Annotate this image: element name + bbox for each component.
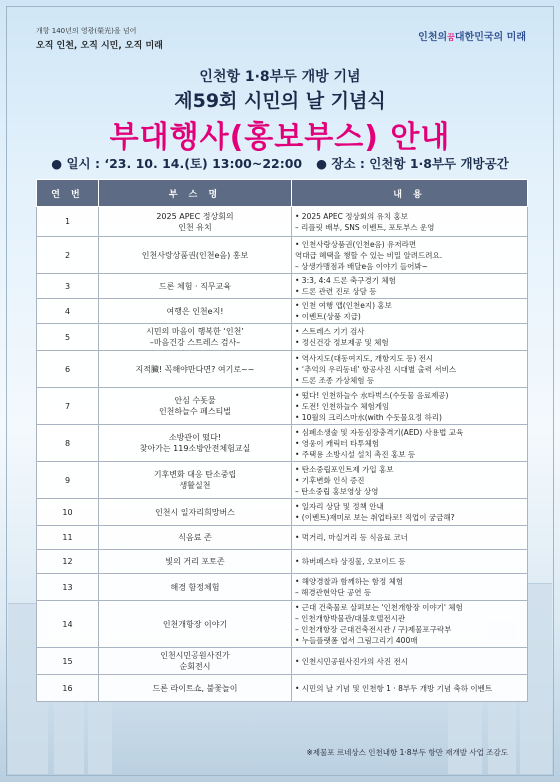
- row-number: 9: [37, 462, 99, 499]
- tagline-small: 개항 140년의 영광(榮光)을 넘어: [36, 27, 137, 35]
- booth-content: [292, 351, 528, 388]
- booth-name-line: 식음료 존: [178, 533, 212, 542]
- booth-name-line: 지적臟! 꼭해야만다면? 여기로~~: [135, 364, 255, 374]
- row-number: 15: [37, 648, 99, 675]
- booth-name-line: 소방관이 떴다!: [168, 433, 222, 442]
- row-number: 12: [37, 550, 99, 574]
- logo-suffix: 대한민국의 미래: [454, 32, 526, 43]
- content-line: • 먹거리, 마실거리 등 식음료 코너: [295, 533, 408, 542]
- content-line: • 이벤트(상품 지급): [295, 312, 361, 321]
- booth-name: [99, 550, 292, 574]
- content-line: – 탄소중립 홍보영상 상영: [295, 486, 379, 496]
- table-row: [37, 462, 528, 499]
- table-row: [37, 675, 528, 702]
- booth-name-line: 인천 유치: [178, 222, 212, 232]
- table-row: [37, 324, 528, 351]
- booth-content: [292, 207, 528, 237]
- booth-content: [292, 526, 528, 550]
- booth-content: [292, 237, 528, 274]
- booth-name: [99, 388, 292, 425]
- content-line: • 10월의 크리스마水(with 수돗물요정 하리): [295, 412, 442, 422]
- content-line: • 시민의 날 기념 및 인천항 1 · 8부두 개방 기념 축하 이벤트: [295, 683, 493, 693]
- booth-content: [292, 388, 528, 425]
- content-line: • 떴다! 인천하늘수 水타벅스(수돗물 음료제공): [295, 390, 449, 400]
- booth-name: [99, 675, 292, 702]
- content-line: • 누들플랫폼 엽서 그림그리기 400매: [295, 636, 418, 645]
- event-place: ● 장소 : 인천항 1·8부두 개방공간: [316, 156, 509, 171]
- row-number: 8: [37, 425, 99, 462]
- booth-name: [99, 601, 292, 648]
- page-title: 부대행사(홍보부스) 안내: [109, 120, 451, 155]
- row-number: 6: [37, 351, 99, 388]
- row-number: 16: [37, 675, 99, 702]
- booth-content: [292, 499, 528, 526]
- table-header-row: [37, 180, 528, 207]
- content-line: – 리플릿 배부, SNS 이벤트, 포토부스 운영: [295, 222, 435, 232]
- event-info: [0, 154, 560, 172]
- booth-name: [99, 274, 292, 299]
- booth-name: [99, 351, 292, 388]
- booth-content: [292, 550, 528, 574]
- content-line: • 도전! 인천하늘수 체험게임: [295, 401, 390, 411]
- booth-content: [292, 675, 528, 702]
- booth-name: [99, 237, 292, 274]
- row-number: 11: [37, 526, 99, 550]
- table-row: [37, 574, 528, 601]
- booth-name-line: 인천사랑상품권(인천e음) 홍보: [141, 250, 249, 260]
- content-line: – 인천개항박물관/대불호텔전시관: [295, 614, 406, 623]
- tagline-big: 오직 인천, 오직 시민, 오직 미래: [36, 41, 163, 51]
- booth-name-line: –마음건강 스트레스 검사–: [149, 338, 241, 347]
- header-no: 연 번: [37, 180, 99, 207]
- content-line: • 인천사랑상품권(인천e음) 유저라면: [295, 239, 417, 249]
- header-booth: 부 스 명: [99, 180, 292, 207]
- content-line: • 인천 여행 앱(인천e지) 홍보: [295, 301, 392, 310]
- logo-prefix: 인천의: [418, 32, 448, 43]
- content-line: • 역사지도(대동여지도, 개항지도 등) 전시: [295, 353, 434, 363]
- program-table: [36, 179, 528, 702]
- content-line: • 하버페스타 상징물, 오보이드 등: [295, 557, 406, 566]
- row-number: 3: [37, 274, 99, 299]
- booth-name-line: 드론 라이트쇼, 불꽃놀이: [152, 683, 238, 693]
- row-number: 1: [37, 207, 99, 237]
- content-line: • (이벤트)재미로 보는 취업타로! 직업이 궁금해?: [295, 513, 455, 522]
- content-line: • 영웅이 캐릭터 타투체험: [295, 438, 380, 448]
- row-number: 2: [37, 237, 99, 274]
- content-line: • 기후변화 인식 증진: [295, 475, 365, 485]
- booth-name-line: 찾아가는 119소방안전체험교실: [139, 444, 251, 453]
- booth-name-line: 인천시 일자리희망버스: [155, 507, 235, 517]
- booth-content: [292, 601, 528, 648]
- subtitle-opening: 인천항 1·8부두 개방 기념: [199, 69, 361, 85]
- booth-name-line: 안심 수돗물: [174, 396, 216, 405]
- booth-name: [99, 574, 292, 601]
- booth-name-line: 해경 함정체험: [170, 582, 220, 592]
- table-row: [37, 425, 528, 462]
- table-row: [37, 237, 528, 274]
- booth-content: [292, 324, 528, 351]
- content-line: • 3:3, 4:4 드론 축구경기 체험: [295, 276, 396, 285]
- city-logo: [418, 28, 526, 43]
- table-row: [37, 388, 528, 425]
- booth-name: [99, 207, 292, 237]
- table-row: [37, 526, 528, 550]
- booth-name-line: 생활실천: [179, 481, 211, 490]
- logo-dream: 꿈: [447, 33, 455, 42]
- content-line: • 2025 APEC 정상회의 유치 홍보: [295, 211, 409, 221]
- table-row: [37, 274, 528, 299]
- header-content: 내 용: [292, 180, 528, 207]
- content-line: • 해양경찰과 함께하는 함정 체험: [295, 577, 404, 586]
- booth-name-line: 순회전시: [179, 662, 211, 671]
- content-line: • 주택용 소방시설 설치 촉진 홍보 등: [295, 449, 416, 459]
- content-line: – 상생가맹점과 배달e음 이야기 들어봐~: [295, 261, 428, 271]
- booth-name-line: 빛의 거리 포토존: [165, 557, 225, 566]
- content-line: – 인천개항장 근대건축전시관 / 구)제물포구락부: [295, 625, 452, 634]
- booth-name-line: 인천시민공원사진가: [160, 651, 230, 660]
- booth-content: [292, 462, 528, 499]
- content-line: • 드론 관련 진로 상담 등: [295, 287, 377, 296]
- table-row: [37, 550, 528, 574]
- row-number: 4: [37, 299, 99, 324]
- content-line: • 스트레스 기기 검사: [295, 327, 365, 336]
- booth-content: [292, 299, 528, 324]
- content-line: – 해경관현악단 공연 등: [295, 588, 372, 597]
- booth-name: [99, 324, 292, 351]
- booth-name: [99, 299, 292, 324]
- content-line: • ‘추억의 우리동네’ 항공사진 시대별 출력 서비스: [295, 364, 457, 374]
- content-line: • 탄소중립포인트제 가입 홍보: [295, 464, 394, 474]
- booth-name-line: 2025 APEC 정상회의: [156, 211, 234, 221]
- booth-name-line: 드론 체험 · 직무교육: [159, 281, 231, 291]
- subtitle-ceremony: 제59회 시민의 날 기념식: [174, 90, 386, 112]
- row-number: 5: [37, 324, 99, 351]
- table-row: [37, 299, 528, 324]
- booth-content: [292, 574, 528, 601]
- booth-name: [99, 648, 292, 675]
- content-line: • 심폐소생술 및 자동심장충격기(AED) 사용법 교육: [295, 427, 464, 437]
- content-line: • 인천시민공원사진가의 사진 전시: [295, 656, 409, 666]
- row-number: 13: [37, 574, 99, 601]
- content-line: • 일자리 상담 및 정책 안내: [295, 502, 384, 511]
- booth-name-line: 여행은 인천e지!: [166, 306, 224, 316]
- booth-name-line: 기후변화 대응 탄소중립: [153, 470, 237, 479]
- booth-name-line: 인천개항장 이야기: [162, 619, 228, 629]
- row-number: 7: [37, 388, 99, 425]
- footer-caption: ※제물포 르네상스 인천내항 1·8부두 항만 재개발 사업 조감도: [306, 748, 508, 757]
- table-row: [37, 499, 528, 526]
- row-number: 10: [37, 499, 99, 526]
- booth-name-line: 시민의 마음이 행복한 ‘인천’: [146, 327, 244, 336]
- content-line: 역대급 혜택을 챙할 수 있는 비밀 알려드려요.: [295, 250, 443, 260]
- booth-name: [99, 462, 292, 499]
- table-row: [37, 601, 528, 648]
- booth-content: [292, 274, 528, 299]
- booth-name: [99, 526, 292, 550]
- booth-content: [292, 648, 528, 675]
- row-number: 14: [37, 601, 99, 648]
- booth-name-line: 인천하늘수 페스티벌: [158, 407, 232, 416]
- booth-name: [99, 425, 292, 462]
- booth-name: [99, 499, 292, 526]
- event-date: ● 일시 : ‘23. 10. 14.(토) 13:00~22:00: [51, 156, 303, 171]
- content-line: • 근대 건축물로 살펴보는 '인천개항장 이야기' 체험: [295, 603, 463, 612]
- table-row: [37, 207, 528, 237]
- content-line: • 드론 조종 가상체험 등: [295, 375, 375, 385]
- booth-content: [292, 425, 528, 462]
- table-row: [37, 648, 528, 675]
- table-row: [37, 351, 528, 388]
- content-line: • 정신건강 정보제공 및 체험: [295, 338, 389, 347]
